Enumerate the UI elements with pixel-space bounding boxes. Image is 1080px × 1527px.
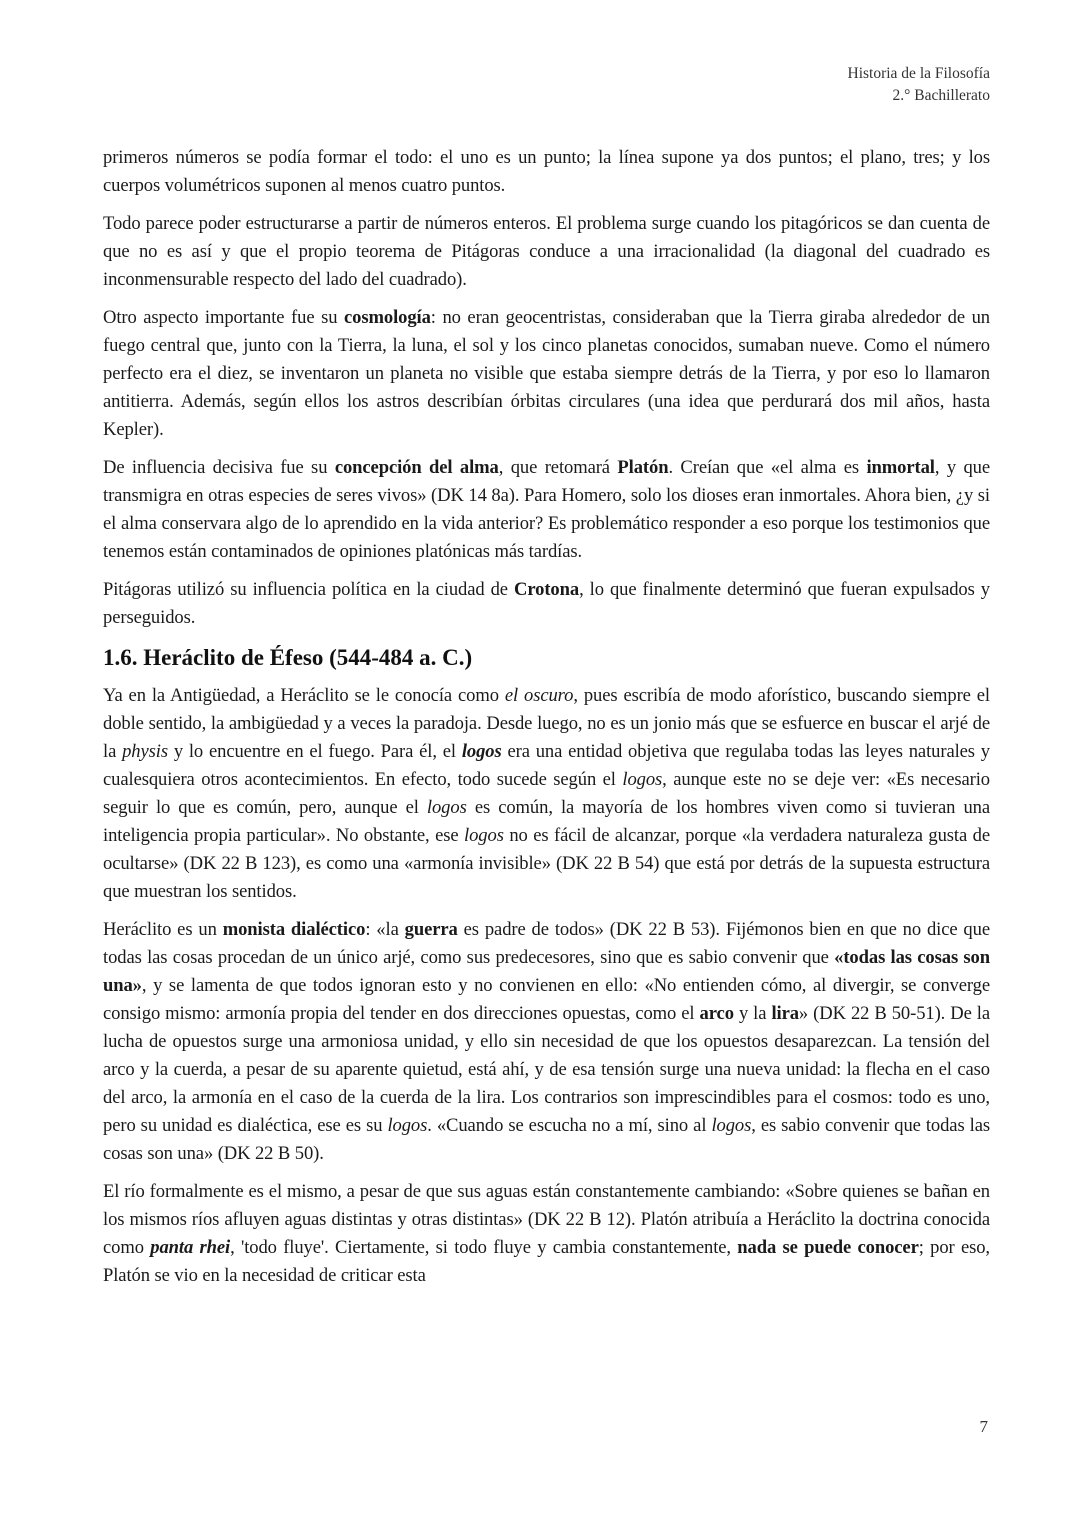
paragraph: Pitágoras utilizó su influencia política en la ciudad de Crotona, lo que finalmente determinó que fueran expulsados y perseguidos. bbox=[103, 579, 990, 628]
intro-paragraphs bbox=[103, 144, 990, 632]
running-header bbox=[848, 63, 991, 107]
paragraph: Otro aspecto importante fue su cosmología: no eran geocentristas, consideraban que la Tierra giraba alrededor de un fuego central que, junto con la Tierra, la luna, el sol y los cinco planetas conocidos, sumaban nueve. Como el número perfecto era el diez, se inventaron un planeta no visible que estaba siempre detrás de la Tierra, y por eso lo llamaron antitierra. Además, según ellos los astros describían órbitas circulares (una idea que perdurará dos mil años, hasta Kepler). bbox=[103, 307, 990, 440]
header-subject: Historia de la Filosofía bbox=[847, 65, 990, 82]
paragraph: Heráclito es un monista dialéctico: «la guerra es padre de todos» (DK 22 B 53). Fijémonos bien en que no dice que todas las cosas procedan de un único arjé, como sus predecesores, sino que es sabio convenir que «todas las cosas son una», y se lamenta de que todos ignoran esto y no convienen en ello: «No entienden cómo, al divergir, se converge consigo mismo: armonía propia del tender en dos direcciones opuestas, como el arco y la lira» (DK 22 B 50-51). De la lucha de opuestos surge una armoniosa unidad, y ello sin necesidad de que los opuestos desaparezcan. La tensión del arco y la cuerda, a pesar de su aparente quietud, está ahí, y de esa tensión surge una nueva unidad: la flecha en el caso del arco, la armonía en el caso de la cuerda de la lira. Los contrarios son imprescindibles para el cosmos: todo es uno, pero su unidad es dialéctica, ese es su logos. «Cuando se escucha no a mí, sino al logos, es sabio convenir que todas las cosas son una» (DK 22 B 50). bbox=[103, 919, 991, 1164]
header-course: 2.° Bachillerato bbox=[892, 87, 990, 104]
paragraph: De influencia decisiva fue su concepción del alma, que retomará Platón. Creían que «el alma es inmortal, y que transmigra en otras especies de seres vivos» (DK 14 8a). Para Homero, solo los dioses eran inmortales. Ahora bien, ¿y si el alma conservara algo de lo aprendido en la vida anterior? Es problemático responder a eso porque los testimonios que tenemos están contaminados de opiniones platónicas más tardías. bbox=[103, 457, 991, 562]
paragraph: primeros números se podía formar el todo: el uno es un punto; la línea supone ya dos puntos; el plano, tres; y los cuerpos volumétricos suponen al menos cuatro puntos. bbox=[103, 147, 990, 196]
paragraph: Ya en la Antigüedad, a Heráclito se le conocía como el oscuro, pues escribía de modo aforístico, buscando siempre el doble sentido, la ambigüedad y a veces la paradoja. Desde luego, no es un jonio más que se esfuerce en buscar el arjé de la physis y lo encuentre en el fuego. Para él, el logos era una entidad objetiva que regulaba todas las leyes naturales y cualesquiera otros acontecimientos. En efecto, todo sucede según el logos, aunque este no se deje ver: «Es necesario seguir lo que es común, pero, aunque el logos es común, la mayoría de los hombres viven como si tuvieran una inteligencia propia particular». No obstante, ese logos no es fácil de alcanzar, porque «la verdadera naturaleza gusta de ocultarse» (DK 22 B 123), es como una «armonía invisible» (DK 22 B 54) que está por detrás de la supuesta estructura que muestran los sentidos. bbox=[103, 685, 991, 902]
page-number: 7 bbox=[979, 1417, 988, 1436]
section-heading: 1.6. Heráclito de Éfeso (544-484 a. C.) bbox=[103, 645, 473, 670]
paragraph: El río formalmente es el mismo, a pesar de que sus aguas están constantemente cambiando: «Sobre quienes se bañan en los mismos ríos afluyen aguas distintas y otras distintas» (DK 22 B 12). Platón atribuía a Heráclito la doctrina conocida como panta rhei, 'todo fluye'. Ciertamente, si todo fluye y cambia constantemente, nada se puede conocer; por eso, Platón se vio en la necesidad de criticar esta bbox=[103, 1181, 990, 1286]
page-body bbox=[103, 144, 990, 1300]
section-paragraphs bbox=[103, 682, 990, 1290]
paragraph: Todo parece poder estructurarse a partir de números enteros. El problema surge cuando los pitagóricos se dan cuenta de que no es así y que el propio teorema de Pitágoras conduce a una irracionalidad (la diagonal del cuadrado es inconmensurable respecto del lado del cuadrado). bbox=[103, 213, 990, 290]
